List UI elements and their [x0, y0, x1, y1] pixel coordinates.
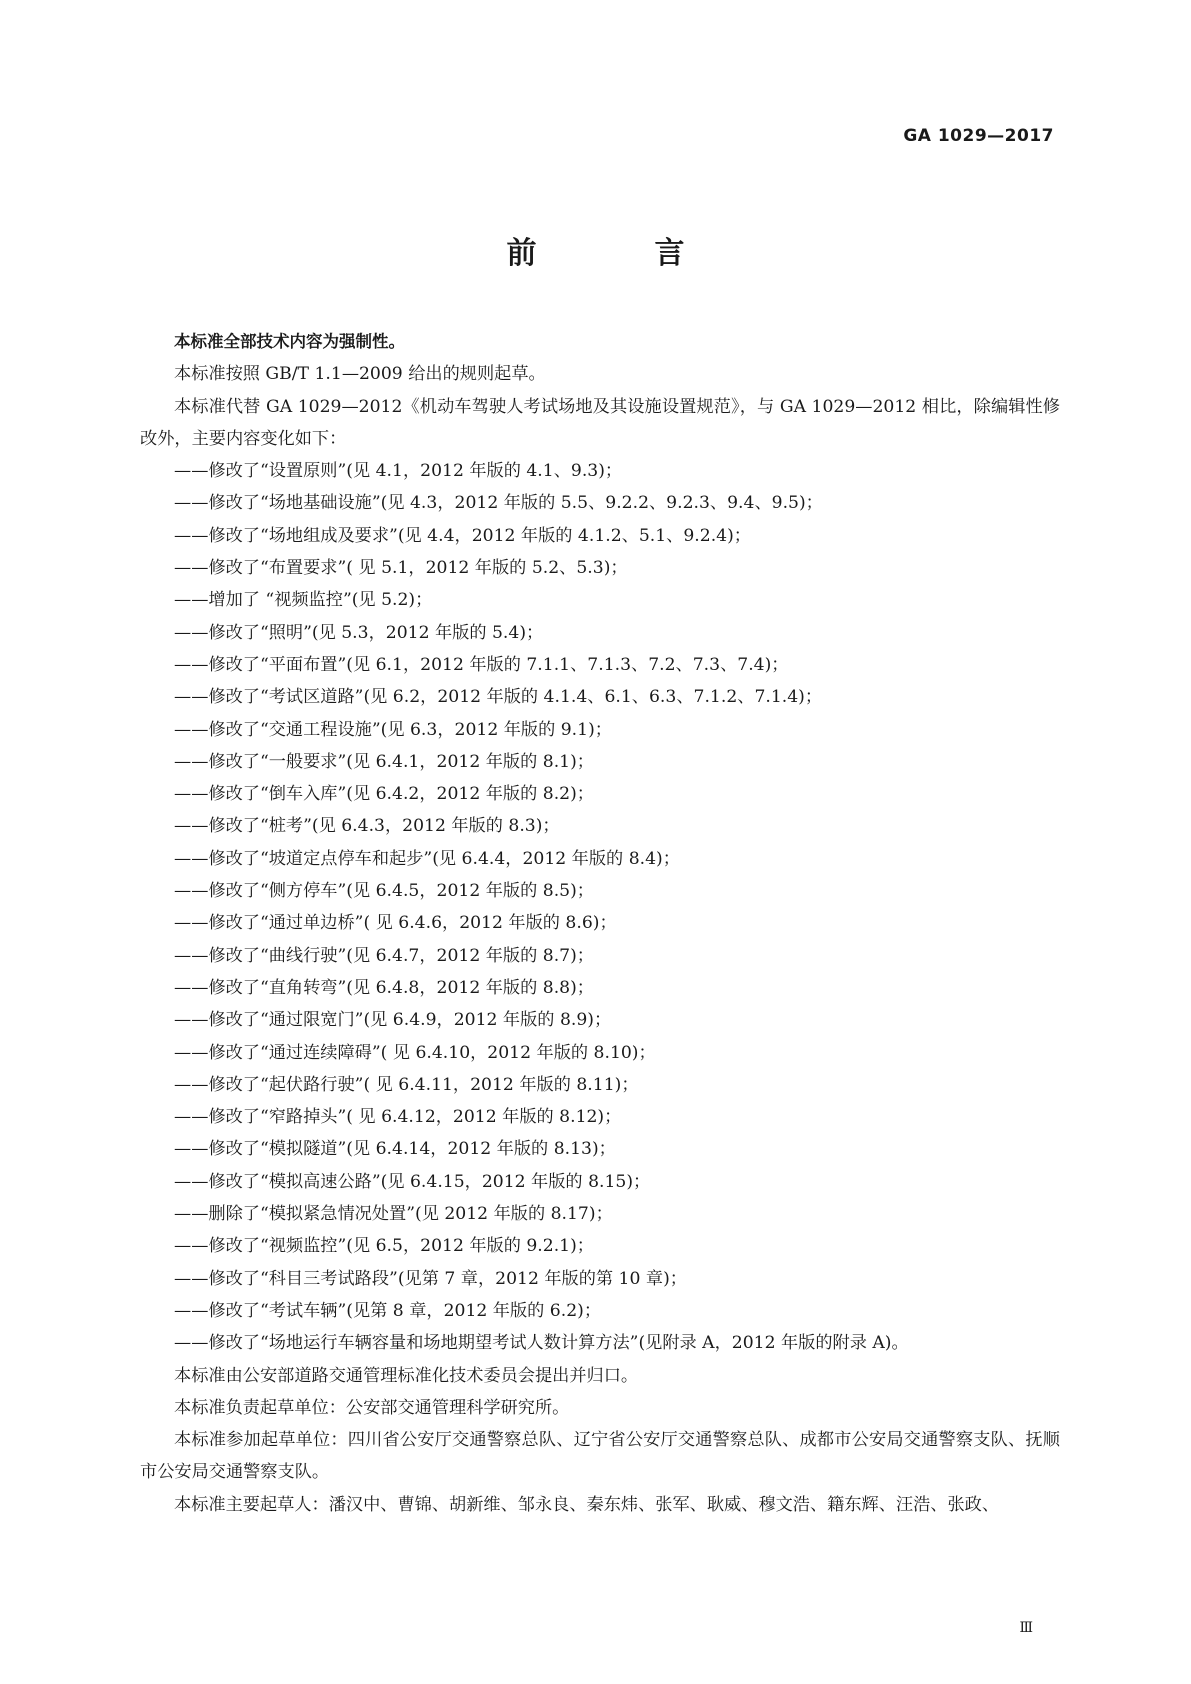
- change-item: ——修改了“桩考”(见 6.4.3，2012 年版的 8.3)；: [174, 816, 560, 837]
- change-item: ——修改了“交通工程设施”(见 6.3，2012 年版的 9.1)；: [174, 719, 612, 740]
- change-item: ——修改了“设置原则”(见 4.1，2012 年版的 4.1、9.3)；: [174, 461, 623, 482]
- change-item: ——修改了“场地组成及要求”(见 4.4，2012 年版的 4.1.2、5.1、9.2.4)；: [174, 525, 751, 546]
- main-drafters-statement: 本标准主要起草人：潘汉中、曹锦、胡新维、邹永良、秦东炜、张军、耿威、穆文浩、籍东辉、汪浩、张政、: [174, 1494, 1000, 1515]
- participating-drafters-statement: 本标准参加起草单位：四川省公安厅交通警察总队、辽宁省公安厅交通警察总队、成都市公安局交通警察支队、抚顺市公安局交通警察支队。: [140, 1430, 1060, 1483]
- change-item: ——增加了 “视频监控”(见 5.2)；: [174, 590, 433, 611]
- change-item: ——修改了“窄路掉头”( 见 6.4.12，2012 年版的 8.12)；: [174, 1107, 622, 1128]
- change-item: ——修改了“起伏路行驶”( 见 6.4.11，2012 年版的 8.11)；: [174, 1074, 639, 1095]
- document-body: [140, 326, 1060, 1521]
- standard-code: GA 1029—2017: [903, 126, 1054, 146]
- change-item: ——修改了“科目三考试路段”(见第 7 章，2012 年版的第 10 章)；: [174, 1268, 687, 1289]
- change-item: ——修改了“通过连续障碍”( 见 6.4.10，2012 年版的 8.10)；: [174, 1042, 656, 1063]
- change-item: ——修改了“考试车辆”(见第 8 章，2012 年版的 6.2)；: [174, 1300, 602, 1321]
- change-item: ——修改了“照明”(见 5.3，2012 年版的 5.4)；: [174, 622, 544, 643]
- change-item: ——修改了“视频监控”(见 6.5，2012 年版的 9.2.1)；: [174, 1236, 594, 1257]
- change-item: ——修改了“直角转弯”(见 6.4.8，2012 年版的 8.8)；: [174, 977, 594, 998]
- change-item: ——修改了“一般要求”(见 6.4.1，2012 年版的 8.1)；: [174, 751, 594, 772]
- change-item: ——修改了“平面布置”(见 6.1，2012 年版的 7.1.1、7.1.3、7.2、7.3、7.4)；: [174, 654, 789, 675]
- replacement-statement: 本标准代替 GA 1029—2012《机动车驾驶人考试场地及其设施设置规范》，与 GA 1029—2012 相比，除编辑性修改外，主要内容变化如下：: [140, 396, 1060, 449]
- page-title: 前 言: [506, 236, 729, 271]
- mandatory-statement: 本标准全部技术内容为强制性。: [174, 332, 405, 351]
- proposer-statement: 本标准由公安部道路交通管理标准化技术委员会提出并归口。: [174, 1365, 639, 1386]
- change-item: ——修改了“通过单边桥”( 见 6.4.6，2012 年版的 8.6)；: [174, 913, 617, 934]
- change-item: ——修改了“模拟隧道”(见 6.4.14，2012 年版的 8.13)；: [174, 1139, 616, 1160]
- change-item: ——修改了“倒车入库”(见 6.4.2，2012 年版的 8.2)；: [174, 784, 594, 805]
- change-item: ——删除了“模拟紧急情况处置”(见 2012 年版的 8.17)；: [174, 1204, 613, 1225]
- change-item: ——修改了“场地运行车辆容量和场地期望考试人数计算方法”(见附录 A，2012 年版的附录 A)。: [174, 1333, 909, 1354]
- change-item: ——修改了“曲线行驶”(见 6.4.7，2012 年版的 8.7)；: [174, 945, 594, 966]
- change-item: ——修改了“侧方停车”(见 6.4.5，2012 年版的 8.5)；: [174, 881, 594, 902]
- change-list: [140, 455, 1060, 1359]
- page-number: Ⅲ: [1019, 1620, 1033, 1636]
- change-item: ——修改了“布置要求”( 见 5.1，2012 年版的 5.2、5.3)；: [174, 558, 628, 579]
- drafting-rules-statement: 本标准按照 GB/T 1.1—2009 给出的规则起草。: [174, 364, 546, 385]
- change-item: ——修改了“考试区道路”(见 6.2，2012 年版的 4.1.4、6.1、6.3、7.1.2、7.1.4)；: [174, 687, 823, 708]
- change-item: ——修改了“场地基础设施”(见 4.3，2012 年版的 5.5、9.2.2、9.2.3、9.4、9.5)；: [174, 493, 823, 514]
- change-item: ——修改了“坡道定点停车和起步”(见 6.4.4，2012 年版的 8.4)；: [174, 848, 680, 869]
- change-item: ——修改了“通过限宽门”(见 6.4.9，2012 年版的 8.9)；: [174, 1010, 612, 1031]
- responsible-drafter-statement: 本标准负责起草单位：公安部交通管理科学研究所。: [174, 1397, 570, 1418]
- change-item: ——修改了“模拟高速公路”(见 6.4.15，2012 年版的 8.15)；: [174, 1171, 651, 1192]
